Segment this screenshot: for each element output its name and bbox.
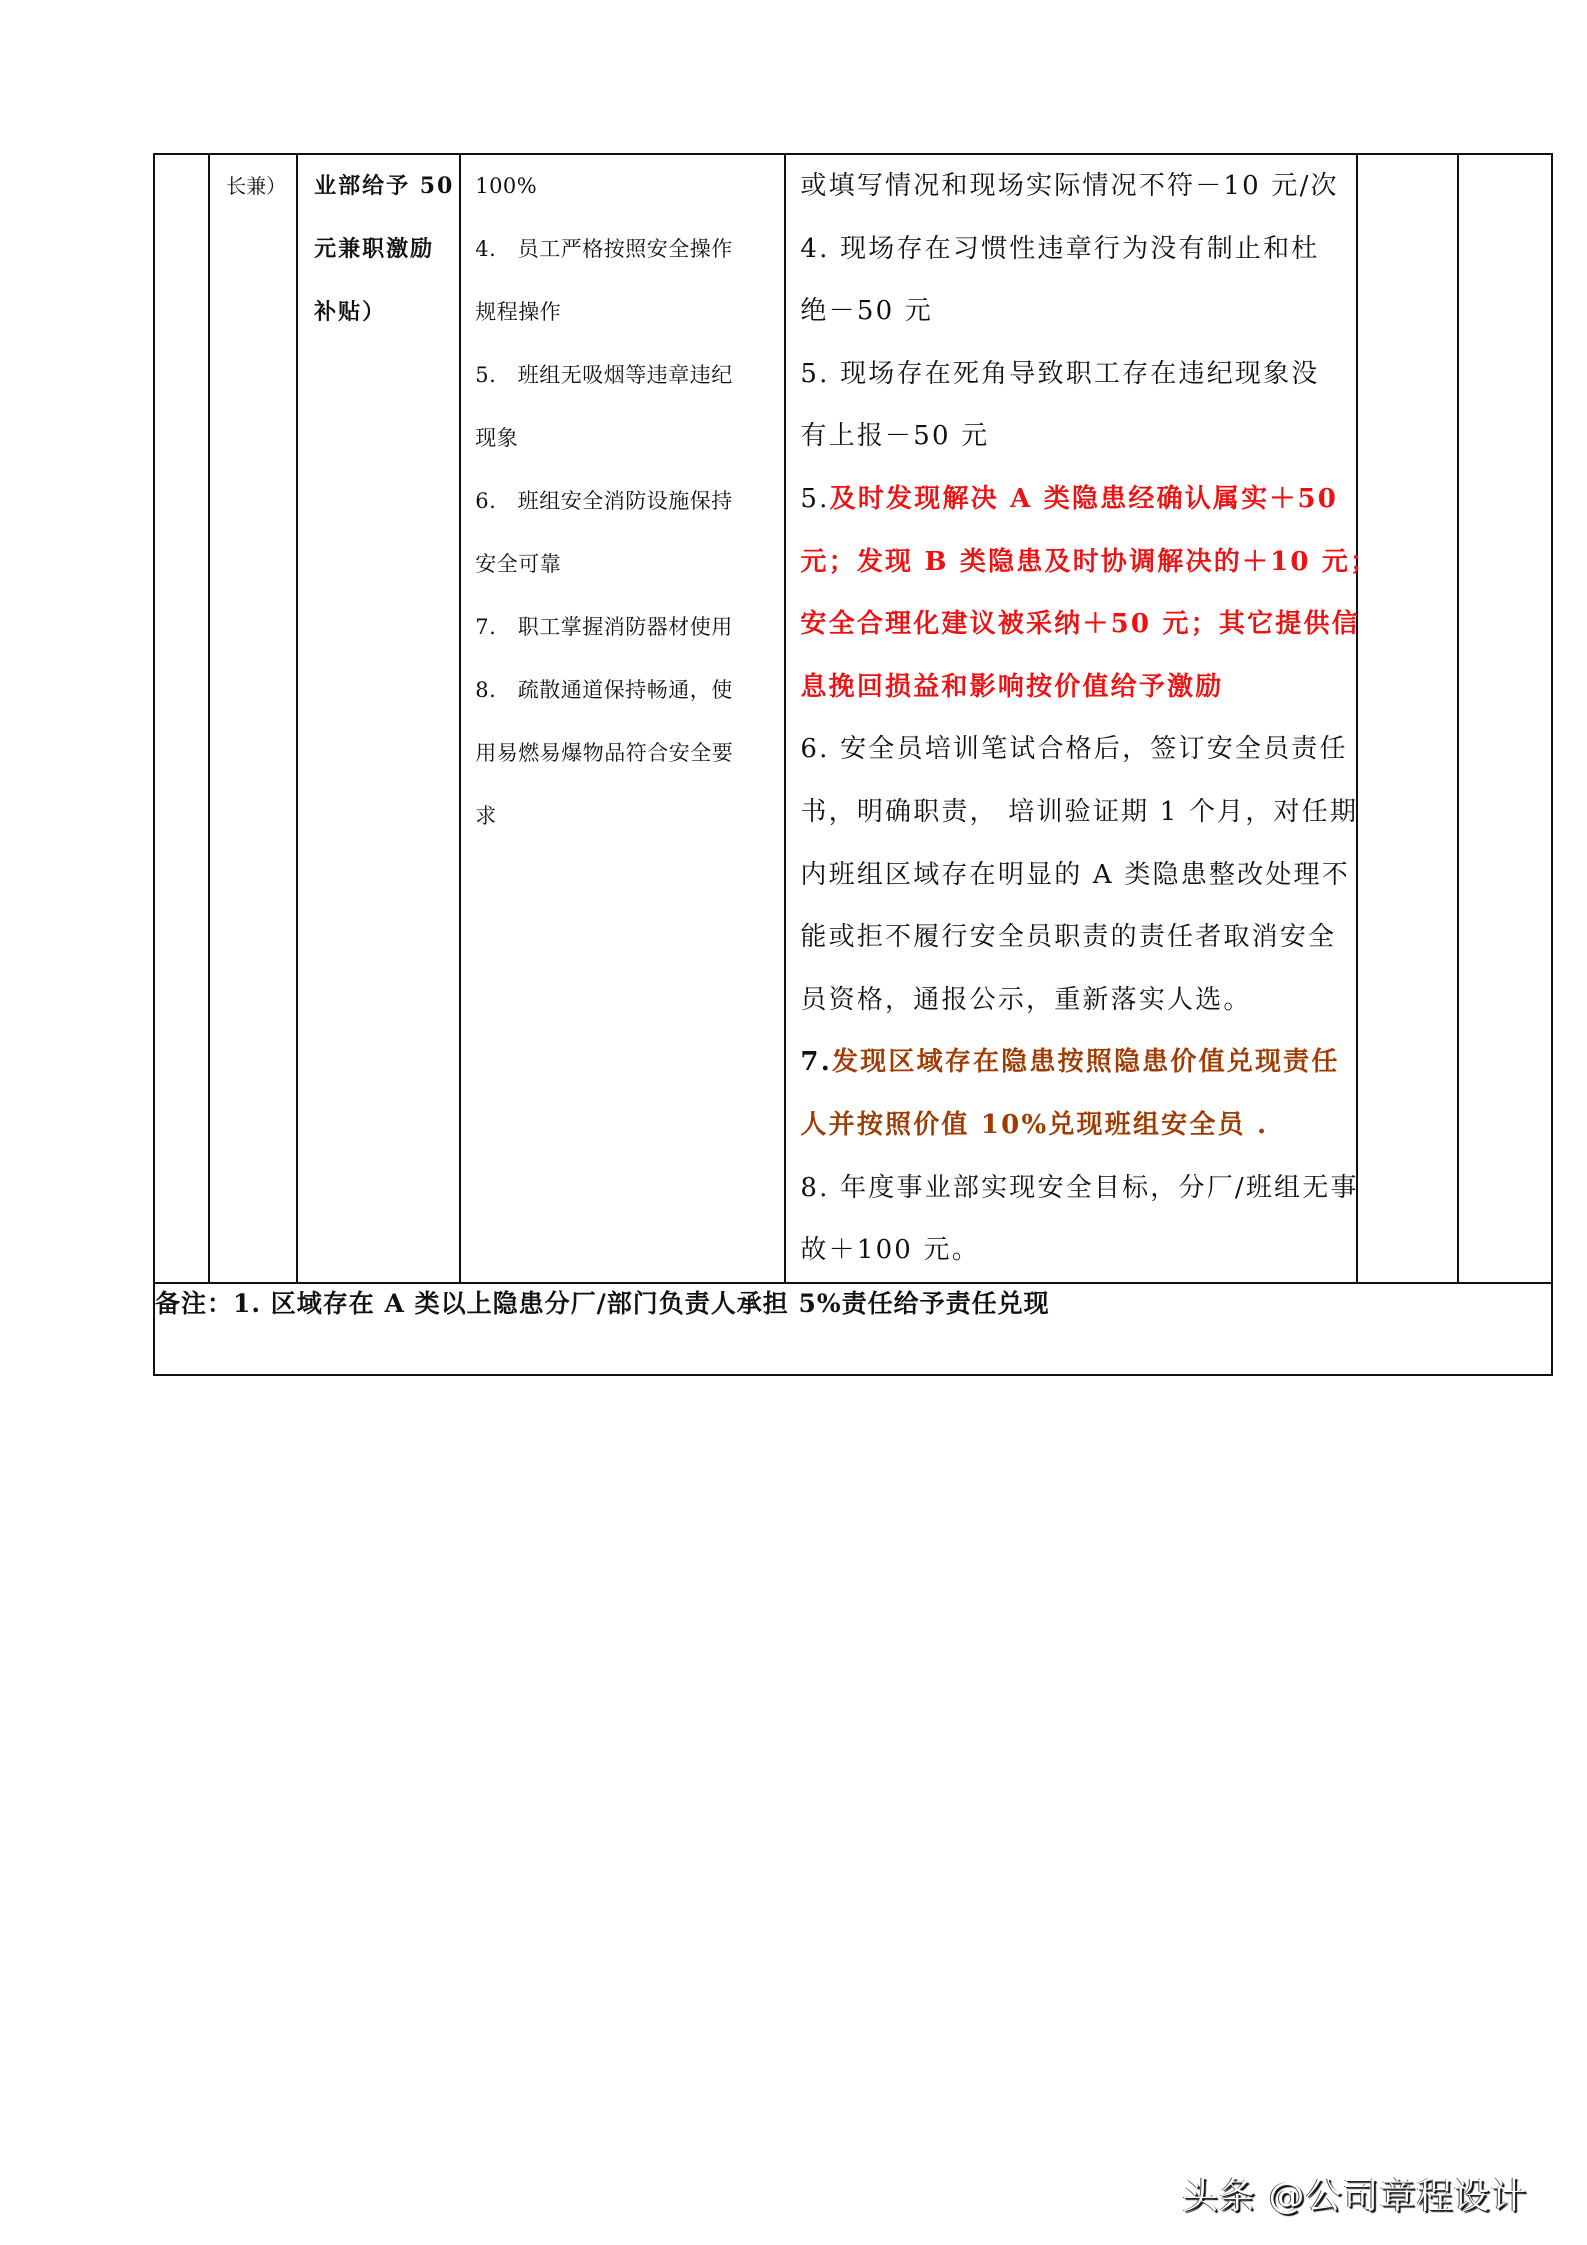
- requirement-line: 4. 员工严格按照安全操作: [475, 237, 733, 261]
- rule-line: 4. 现场存在习惯性违章行为没有制止和杜: [800, 233, 1320, 264]
- highlight-rule-line: [800, 1031, 1347, 1094]
- rule-line: 5. 现场存在死角导致职工存在违纪现象没: [800, 358, 1320, 389]
- rule-line: 有上报－50 元: [800, 421, 990, 452]
- rule-line: 故＋100 元。: [800, 1235, 980, 1266]
- table-row: [154, 154, 1552, 1283]
- highlight-rule-line: 息挽回损益和影响按价值给予激励: [800, 671, 1224, 702]
- highlight-rule-line: 安全合理化建议被采纳＋50 元；其它提供信: [800, 609, 1360, 640]
- rule-line: 书，明确职责， 培训验证期 1 个月，对任期: [800, 796, 1359, 827]
- role-text: 长兼）: [226, 174, 287, 198]
- cell-index: [154, 154, 209, 1283]
- highlight-rule-line: 人并按照价值 10%兑现班组安全员 .: [800, 1109, 1269, 1140]
- requirement-line: 5. 班组无吸烟等违章违纪: [475, 363, 733, 387]
- rule-line: 8. 年度事业部实现安全目标，分厂/班组无事: [800, 1172, 1359, 1203]
- requirement-line: 7. 职工掌握消防器材使用: [475, 615, 733, 639]
- rule-line: 员资格，通报公示，重新落实人选。: [800, 984, 1252, 1015]
- cell-reward-penalty: [785, 154, 1379, 1283]
- cell-allowance: [297, 154, 460, 1283]
- rule-line: 绝－50 元: [800, 296, 933, 327]
- cell-role: [209, 154, 297, 1283]
- highlight-text: 发现区域存在隐患按照隐患价值兑现责任: [831, 1047, 1340, 1078]
- cell-requirements: [460, 154, 785, 1283]
- rule-line: 或填写情况和现场实际情况不符－10 元/次: [800, 171, 1339, 201]
- allowance-line: 元兼职激励: [314, 236, 435, 262]
- requirement-line: 8. 疏散通道保持畅通，使: [475, 678, 733, 702]
- watermark: 头条 @公司章程设计: [1182, 2176, 1528, 2217]
- requirement-line: 6. 班组安全消防设施保持: [475, 489, 733, 513]
- remark-row: [154, 1283, 1552, 1375]
- allowance-line: 业部给予 50: [314, 173, 455, 199]
- cell-empty-2: [1458, 154, 1552, 1283]
- rule-line: 6. 安全员培训笔试合格后，签订安全员责任: [800, 734, 1348, 765]
- allowance-line: 补贴）: [314, 299, 387, 325]
- requirement-line: 规程操作: [475, 300, 562, 324]
- requirement-line: 100%: [475, 174, 538, 198]
- remark-text: 备注：1. 区域存在 A 类以上隐患分厂/部门负责人承担 5%责任给予责任兑现: [154, 1283, 1552, 1375]
- requirement-line: 用易燃易爆物品符合安全要: [475, 741, 734, 765]
- rule-line: 能或拒不履行安全员职责的责任者取消安全: [800, 922, 1337, 953]
- safety-incentive-table: [153, 153, 1553, 1376]
- highlight-rule-line: 元；发现 B 类隐患及时协调解决的＋10 元；: [800, 546, 1379, 577]
- item-number: 7.: [800, 1047, 832, 1078]
- requirement-line: 安全可靠: [475, 552, 562, 576]
- requirement-line: 现象: [475, 426, 519, 450]
- cell-empty-1: [1357, 154, 1458, 1283]
- highlight-text: 及时发现解决 A 类隐患经确认属实＋50: [829, 483, 1339, 514]
- item-number: 5.: [800, 483, 830, 514]
- rule-line: 内班组区域存在明显的 A 类隐患整改处理不: [800, 859, 1350, 890]
- highlight-rule-line: [800, 468, 1347, 531]
- requirement-line: 求: [475, 804, 497, 828]
